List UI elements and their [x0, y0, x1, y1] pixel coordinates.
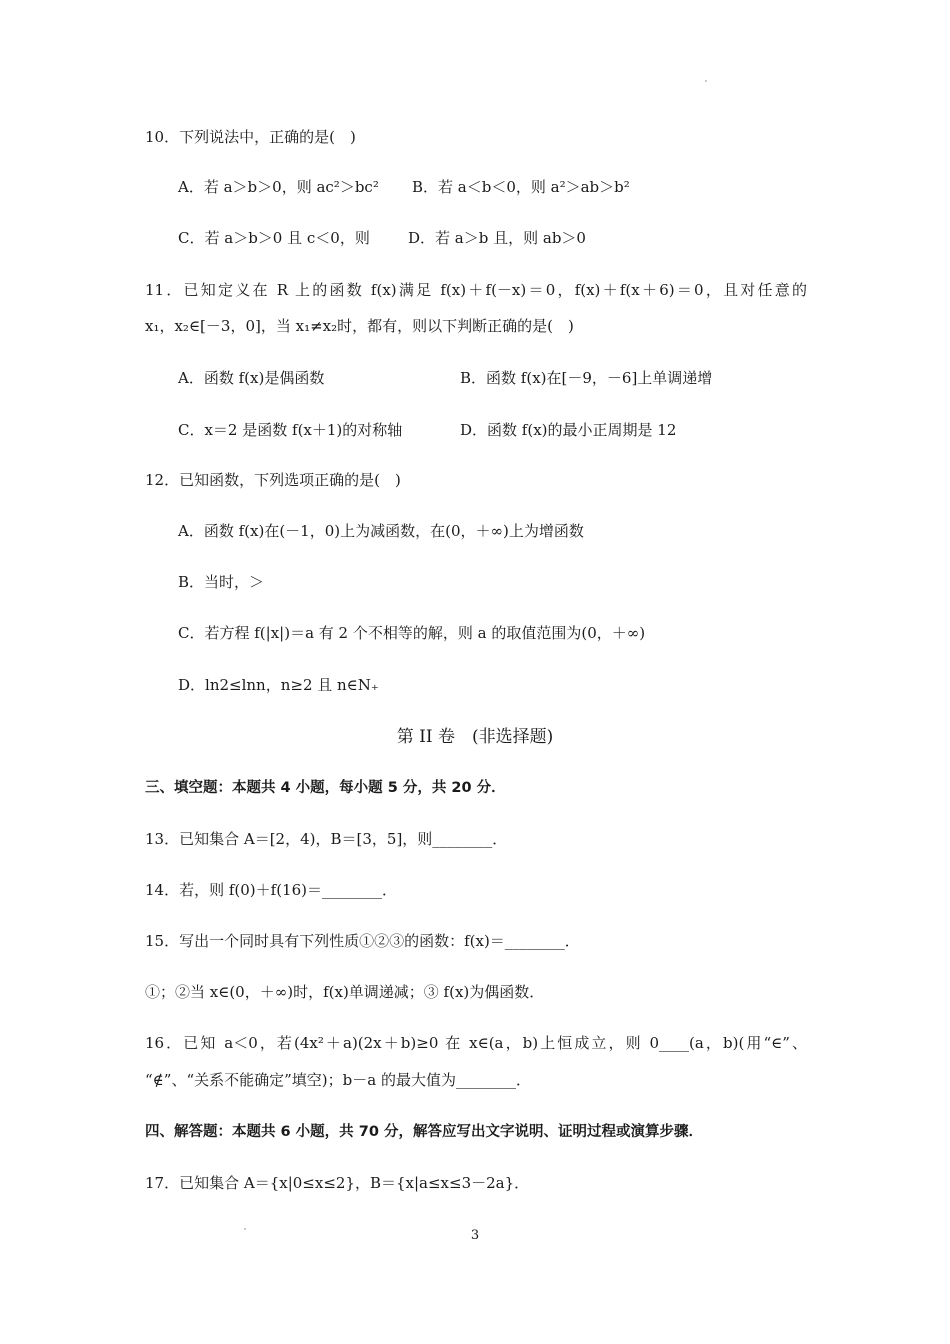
question-10-option-c: C．若 a＞b＞0 且 c＜0，则	[178, 229, 370, 247]
question-16-line1: 16．已知 a＜0，若(4x²＋a)(2x＋b)≥0 在 x∈(a，b)上恒成立，则 0____(a，b)(用“∈”、	[145, 1034, 807, 1052]
question-11-option-b: B．函数 f(x)在[－9，－6]上单调递增	[460, 369, 713, 387]
question-10-stem: 10．下列说法中，正确的是( )	[145, 128, 356, 146]
scan-speck	[705, 80, 707, 82]
question-12-option-a: A．函数 f(x)在(－1，0)上为减函数，在(0，＋∞)上为增函数	[178, 522, 584, 540]
part-2-title: 第 II 卷 (非选择题)	[396, 727, 554, 747]
page-number: 3	[470, 1228, 480, 1243]
question-10-option-d: D．若 a＞b 且，则 ab＞0	[408, 229, 586, 247]
question-14: 14．若，则 f(0)＋f(16)＝________．	[145, 881, 397, 899]
question-12-stem: 12．已知函数，下列选项正确的是( )	[145, 471, 401, 489]
question-12-option-d: D．ln2≤lnn，n≥2 且 n∈N₊	[178, 676, 379, 694]
question-11-stem-line1: 11．已知定义在 R 上的函数 f(x)满足 f(x)＋f(－x)＝0，f(x)＋f(x＋6)＝0，且对任意的	[145, 281, 807, 299]
section-4-heading: 四、解答题：本题共 6 小题，共 70 分，解答应写出文字说明、证明过程或演算步骤．	[145, 1124, 703, 1140]
question-10-option-b: B．若 a＜b＜0，则 a²＞ab＞b²	[412, 178, 630, 196]
question-17: 17．已知集合 A＝{x|0≤x≤2}，B＝{x|a≤x≤3－2a}．	[145, 1174, 530, 1192]
question-11-stem-line2: x₁，x₂∈[－3，0]，当 x₁≠x₂时，都有，则以下判断正确的是( )	[145, 317, 574, 335]
question-11-option-a: A．函数 f(x)是偶函数	[178, 369, 325, 387]
question-12-option-c: C．若方程 f(|x|)＝a 有 2 个不相等的解，则 a 的取值范围为(0，＋∞)	[178, 624, 646, 642]
question-16-line2: “∉”、“关系不能确定”填空)；b－a 的最大值为________．	[145, 1071, 531, 1089]
question-11-option-d: D．函数 f(x)的最小正周期是 12	[460, 421, 677, 439]
question-10-option-a: A．若 a＞b＞0，则 ac²＞bc²	[178, 178, 379, 196]
question-13: 13．已知集合 A＝[2，4)，B＝[3，5]，则________．	[145, 830, 508, 848]
question-11-option-c: C．x＝2 是函数 f(x＋1)的对称轴	[178, 421, 403, 439]
section-3-heading: 三、填空题：本题共 4 小题，每小题 5 分，共 20 分．	[145, 780, 506, 796]
question-15: 15．写出一个同时具有下列性质①②③的函数：f(x)＝________．	[145, 932, 580, 950]
question-12-option-b: B．当时，＞	[178, 573, 265, 591]
question-15-properties: ①；②当 x∈(0，＋∞)时，f(x)单调递减；③ f(x)为偶函数．	[145, 983, 545, 1001]
